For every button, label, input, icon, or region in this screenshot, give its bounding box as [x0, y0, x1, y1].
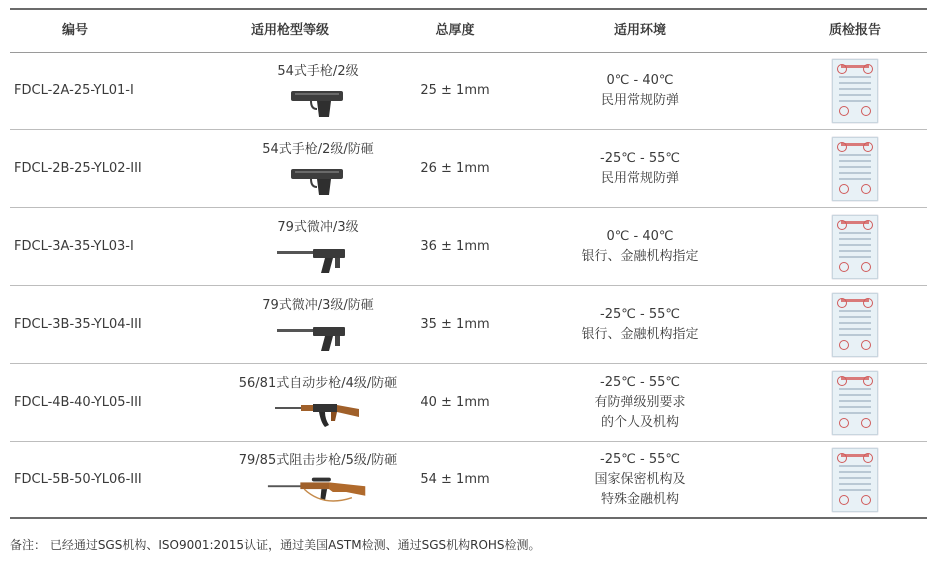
row-gun [188, 52, 448, 129]
header-report: 质检报告 [828, 23, 881, 38]
row-gun-label: 79/85式阻击步枪/5级/防砸 [238, 452, 398, 468]
row-environment [530, 52, 750, 129]
submachine-gun-icon [273, 241, 363, 275]
row-environment [530, 208, 750, 285]
footnote: 备注： 已经通过SGS机构、ISO9001:2015认证，通过美国ASTM检测、通过SGS机构ROHS检测。 [10, 538, 541, 552]
row-gun-label: 79式微冲/3级/防砸 [262, 297, 374, 313]
report-document-icon[interactable] [832, 137, 878, 201]
row-gun [188, 130, 448, 207]
row-thickness: 26 ± 1mm [420, 161, 490, 176]
row-report [820, 286, 890, 363]
pistol-icon [273, 163, 363, 197]
row-code: FDCL-4B-40-YL05-III [14, 395, 142, 410]
report-document-icon[interactable] [832, 59, 878, 123]
row-environment [530, 364, 750, 441]
row-env-temp: -25℃ - 55℃ [600, 306, 680, 322]
row-env-line: 民用常规防弹 [600, 170, 679, 186]
pistol-icon [273, 85, 363, 119]
row-report [820, 130, 890, 207]
row-env-temp: 0℃ - 40℃ [606, 228, 674, 244]
row-report [820, 442, 890, 517]
row-gun [188, 208, 448, 285]
report-document-icon[interactable] [832, 293, 878, 357]
row-env-line: 的个人及机构 [600, 414, 679, 430]
table-row [10, 442, 927, 517]
row-gun [188, 286, 448, 363]
row-env-line: 特殊金融机构 [600, 491, 679, 507]
row-code: FDCL-3B-35-YL04-III [14, 317, 142, 332]
row-gun [188, 442, 448, 517]
report-document-icon[interactable] [832, 448, 878, 512]
row-env-temp: -25℃ - 55℃ [600, 150, 680, 166]
row-report [820, 52, 890, 129]
row-env-temp: -25℃ - 55℃ [600, 451, 680, 467]
row-env-temp: -25℃ - 55℃ [600, 374, 680, 390]
row-env-line: 国家保密机构及 [594, 471, 686, 487]
table-row [10, 130, 927, 208]
report-document-icon[interactable] [832, 215, 878, 279]
row-gun-label: 54式手枪/2级 [277, 63, 359, 79]
header-code: 编号 [61, 23, 88, 38]
header-environment: 适用环境 [613, 23, 666, 38]
row-thickness: 40 ± 1mm [420, 395, 490, 410]
row-environment [530, 130, 750, 207]
submachine-gun-icon [273, 319, 363, 353]
row-gun-label: 54式手枪/2级/防砸 [262, 141, 374, 157]
header-thickness: 总厚度 [435, 23, 475, 38]
row-environment [530, 286, 750, 363]
report-document-icon[interactable] [832, 371, 878, 435]
row-code: FDCL-5B-50-YL06-III [14, 472, 142, 487]
table-row [10, 208, 927, 286]
row-code: FDCL-3A-35-YL03-I [14, 239, 134, 254]
table-row [10, 286, 927, 364]
row-code: FDCL-2A-25-YL01-I [14, 83, 134, 98]
row-environment [530, 442, 750, 517]
row-env-line: 民用常规防弹 [600, 92, 679, 108]
row-thickness: 36 ± 1mm [420, 239, 490, 254]
row-env-line: 有防弹级别要求 [594, 394, 686, 410]
header-gun: 适用枪型等级 [250, 23, 329, 38]
table-bottom-rule [10, 517, 927, 519]
row-gun-label: 56/81式自动步枪/4级/防砸 [238, 375, 398, 391]
row-code: FDCL-2B-25-YL02-III [14, 161, 142, 176]
row-env-line: 银行、金融机构指定 [581, 248, 699, 264]
table-row [10, 52, 927, 130]
row-env-temp: 0℃ - 40℃ [606, 72, 674, 88]
table-row [10, 364, 927, 442]
row-thickness: 25 ± 1mm [420, 83, 490, 98]
row-thickness: 35 ± 1mm [420, 317, 490, 332]
row-gun-label: 79式微冲/3级 [277, 219, 359, 235]
row-thickness: 54 ± 1mm [420, 472, 490, 487]
row-env-line: 银行、金融机构指定 [581, 326, 699, 342]
assault-rifle-icon [273, 397, 363, 431]
row-gun [188, 364, 448, 441]
row-report [820, 208, 890, 285]
row-report [820, 364, 890, 441]
sniper-rifle-icon [266, 474, 371, 508]
table-header [10, 10, 927, 53]
